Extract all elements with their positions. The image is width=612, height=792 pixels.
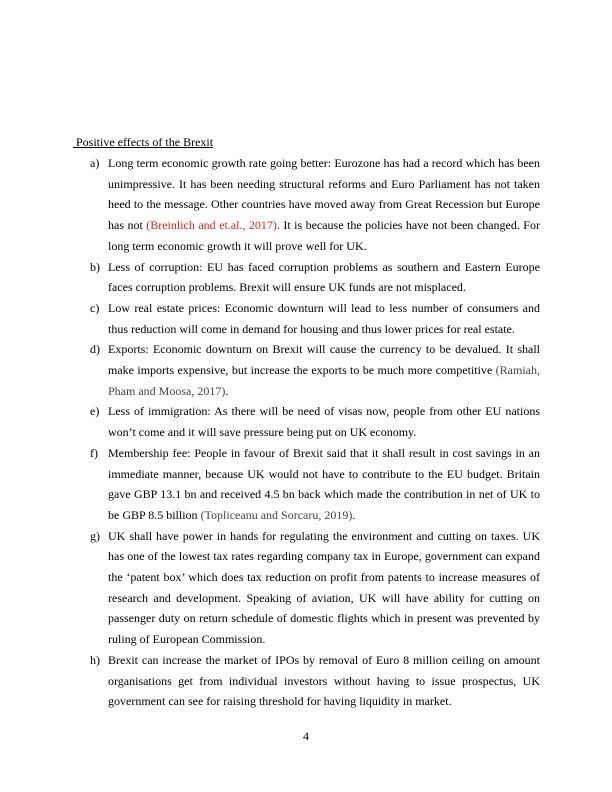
list-item-text (108, 257, 540, 298)
text-run: . (225, 383, 229, 398)
text-run: UK shall have power in hands for regulating the environment and cutting on taxes. UK has one of the lowest tax rates regarding company tax in Europe, government can expand the ‘patent box’ which does tax reduction on profit from patents to increase measures of research and development. Speaking of aviation, UK will have ability for cutting on passenger duty on return schedule of domestic flights which in present was prevented by ruling of European Commission. (108, 528, 540, 647)
text-run: Brexit can increase the market of IPOs by removal of Euro 8 million ceiling on amount organisations get from individual investors without having to issue prospectus, UK government can see for raising threshold for having liquidity in market. (108, 652, 540, 709)
list-marker: h) (90, 652, 100, 667)
list-item (90, 650, 540, 712)
list-item (90, 257, 540, 298)
list-marker: g) (90, 528, 100, 543)
list-marker: f) (90, 445, 98, 460)
list-item (90, 443, 540, 526)
list-item-text (108, 443, 540, 526)
list-marker: b) (90, 259, 100, 274)
text-run: Long term economic growth rate going better: Eurozone has had a record which has been unimpressive. It has been needing structural reforms and Euro Parliament has not taken heed to the message. Other countries have moved away from Great Recession but Europe has not (108, 156, 540, 233)
list-item (90, 153, 540, 257)
list-item (90, 339, 540, 401)
list-item-text (108, 298, 540, 339)
citation: (Breinlich and et.al., 2017) (146, 218, 277, 233)
list-item-text (108, 401, 540, 442)
citation: (Topliceanu and Sorcaru, 2019) (200, 507, 353, 522)
citation: (Ramiah, Pham and Moosa, 2017) (108, 363, 540, 398)
text-run: Exports: Economic downturn on Brexit will cause the currency to be devalued. It shall make imports expensive, but increase the exports to be much more competitive (108, 342, 540, 378)
section-heading: Positive effects of the Brexit (73, 135, 214, 149)
list-item (90, 298, 540, 339)
page-number: 4 (303, 729, 309, 743)
list-marker: c) (90, 300, 100, 315)
text-run: Less of immigration: As there will be need of visas now, people from other EU nations won’t come and it will save pressure being put on UK economy. (108, 404, 540, 440)
list-item-text (108, 526, 540, 650)
text-run: . It is because the policies have not been changed. For long term economic growth it will prove well for UK. (108, 218, 540, 253)
list-marker: e) (90, 404, 100, 419)
text-run: Membership fee: People in favour of Brexit said that it shall result in cost savings in an immediate manner, because UK would not have to contribute to the EU budget. Britain gave GBP 13.1 bn and received 4.5 bn back which made the contribution in net of UK to be GBP 8.5 billion (108, 445, 540, 522)
text-run: Low real estate prices: Economic downturn will lead to less number of consumers and thus reduction will come in demand for housing and thus lower prices for real estate. (108, 300, 540, 336)
list-item-text (108, 153, 540, 257)
list-item-text (108, 339, 540, 401)
list-item-text (108, 650, 540, 712)
text-run: Less of corruption: EU has faced corruption problems as southern and Eastern Europe faces corruption problems. Brexit will ensure UK funds are not misplaced. (108, 259, 540, 295)
effects-list (0, 153, 540, 712)
text-run: . (352, 507, 356, 522)
list-marker: a) (90, 156, 100, 170)
list-marker: d) (90, 342, 100, 357)
list-item (90, 526, 540, 650)
list-item (90, 401, 540, 442)
